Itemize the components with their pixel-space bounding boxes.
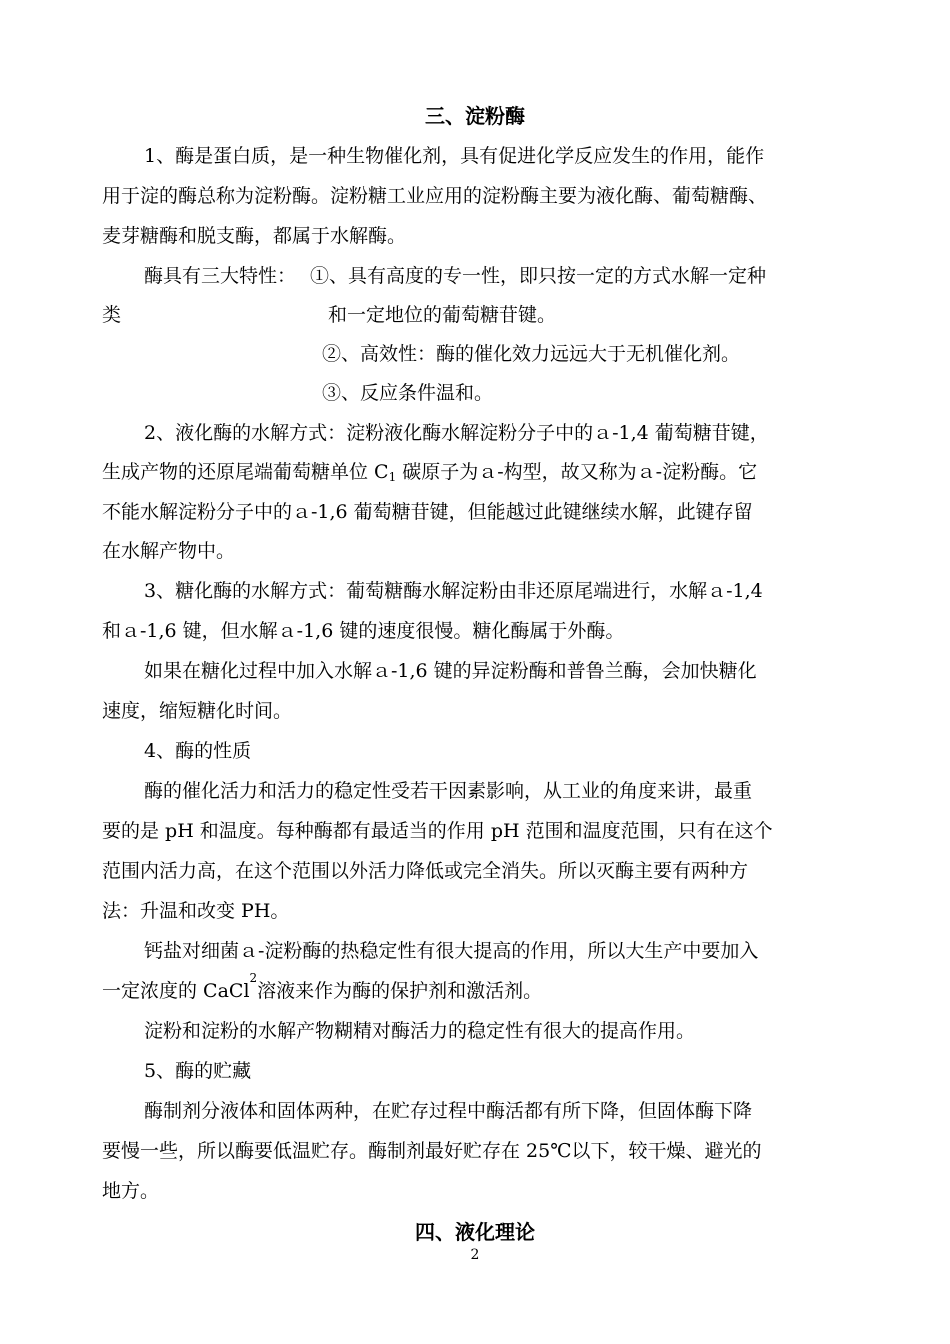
trait-1-cont: 和一定地位的葡萄糖苷键。 [328, 304, 557, 326]
traits-lead: 酶具有三大特性： [144, 265, 297, 287]
paragraph-line: 和ａ-1,6 键，但水解ａ-1,6 键的速度很慢。糖化酶属于外酶。 [102, 620, 625, 642]
paragraph-line: 钙盐对细菌ａ-淀粉酶的热稳定性有很大提高的作用，所以大生产中要加入 [144, 940, 759, 962]
paragraph-line: 用于淀的酶总称为淀粉酶。淀粉糖工业应用的淀粉酶主要为液化酶、葡萄糖酶、 [102, 185, 768, 207]
paragraph-line: 1、酶是蛋白质，是一种生物催化剂，具有促进化学反应发生的作用，能作 [144, 145, 765, 167]
paragraph-line: 要慢一些，所以酶要低温贮存。酶制剂最好贮存在 25℃以下，较干燥、避光的 [102, 1140, 762, 1162]
paragraph-line: 2、液化酶的水解方式：淀粉液化酶水解淀粉分子中的ａ-1,4 葡萄糖苷键， [144, 422, 769, 444]
subheading: 5、酶的贮藏 [144, 1060, 252, 1082]
trait-2: ②、高效性：酶的催化效力远远大于无机催化剂。 [322, 343, 741, 365]
paragraph-line: 地方。 [102, 1180, 160, 1202]
paragraph-line: 一定浓度的 CaCl 2 溶液来作为酶的保护剂和激活剂。 [102, 971, 543, 1002]
paragraph-line: 在水解产物中。 [102, 540, 236, 562]
paragraph-line: 淀粉和淀粉的水解产物糊精对酶活力的稳定性有很大的提高作用。 [144, 1020, 696, 1042]
paragraph-line: 速度，缩短糖化时间。 [102, 700, 293, 722]
section-title: 四、液化理论 [415, 1220, 535, 1244]
paragraph-line: 麦芽糖酶和脱支酶，都属于水解酶。 [102, 225, 407, 247]
traits-kind: 类 [102, 304, 122, 326]
paragraph-line: 范围内活力高，在这个范围以外活力降低或完全消失。所以灭酶主要有两种方 [102, 860, 749, 882]
trait-1: ①、具有高度的专一性，即只按一定的方式水解一定种 [310, 265, 767, 287]
section-title: 三、淀粉酶 [425, 104, 525, 128]
paragraph-line: 如果在糖化过程中加入水解ａ-1,6 键的异淀粉酶和普鲁兰酶，会加快糖化 [144, 660, 757, 682]
paragraph-line: 不能水解淀粉分子中的ａ-1,6 葡萄糖苷键，但能越过此键继续水解，此键存留 [102, 501, 753, 523]
paragraph-line: 3、糖化酶的水解方式：葡萄糖酶水解淀粉由非还原尾端进行，水解ａ-1,4 [144, 580, 763, 602]
paragraph-line: 酶的催化活力和活力的稳定性受若干因素影响，从工业的角度来讲，最重 [144, 780, 753, 802]
subheading: 4、酶的性质 [144, 740, 252, 762]
paragraph-line: 法：升温和改变 PH。 [102, 900, 290, 922]
page-number: 2 [470, 1247, 480, 1263]
paragraph-line: 酶制剂分液体和固体两种，在贮存过程中酶活都有所下降，但固体酶下降 [144, 1100, 753, 1122]
trait-3: ③、反应条件温和。 [322, 382, 494, 404]
paragraph-line: 要的是 pH 和温度。每种酶都有最适当的作用 pH 范围和温度范围，只有在这个 [102, 820, 773, 842]
paragraph-line: 生成产物的还原尾端葡萄糖单位 $C_1$ 碳原子为ａ-构型，故又称为ａ-淀粉酶。它 [102, 461, 758, 484]
